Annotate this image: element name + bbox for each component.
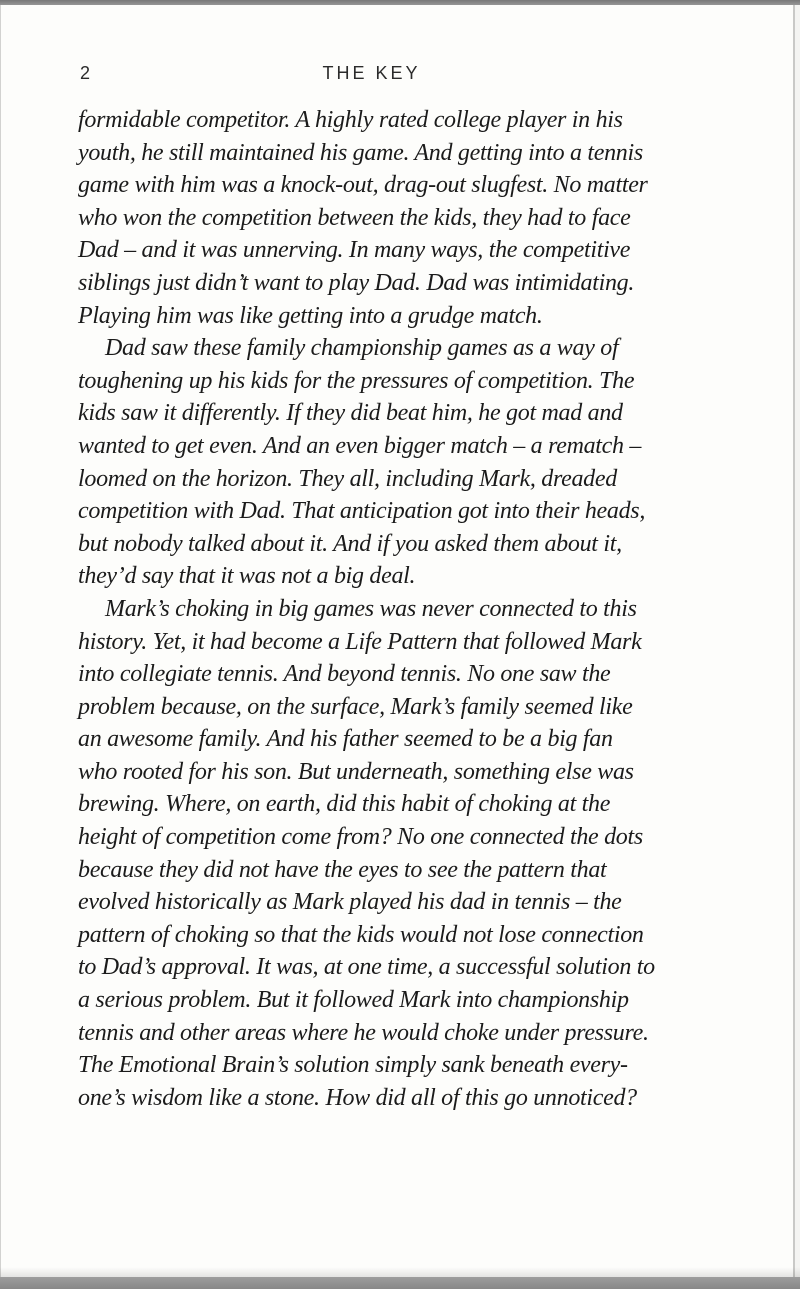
text-line: who won the competition between the kids, they had to face bbox=[78, 204, 631, 231]
text-line: problem because, on the surface, Mark’s family seemed like bbox=[78, 693, 633, 720]
page-right-margin-strip bbox=[795, 5, 800, 1277]
text-line: siblings just didn’t want to play Dad. Dad was intimidating. bbox=[78, 269, 635, 296]
text-line: kids saw it differently. If they did beat him, he got mad and bbox=[78, 400, 623, 427]
text-line: to Dad’s approval. It was, at one time, a successful solution to bbox=[78, 954, 655, 981]
text-line: tennis and other areas where he would choke under pressure. bbox=[78, 1019, 649, 1046]
text-line: who rooted for his son. But underneath, something else was bbox=[78, 758, 634, 785]
text-line: history. Yet, it had become a Life Pattern that followed Mark bbox=[78, 628, 642, 655]
text-line: but nobody talked about it. And if you asked them about it, bbox=[78, 530, 622, 557]
text-column bbox=[78, 0, 662, 1289]
bottom-chrome-bar bbox=[0, 1277, 800, 1289]
page-header bbox=[78, 63, 662, 85]
body-text bbox=[78, 104, 662, 1114]
text-line: competition with Dad. That anticipation got into their heads, bbox=[78, 498, 646, 525]
text-line: evolved historically as Mark played his dad in tennis – the bbox=[78, 889, 622, 916]
text-line: Dad saw these family championship games as a way of bbox=[105, 335, 619, 362]
text-line: wanted to get even. And an even bigger match – a rematch – bbox=[78, 432, 642, 459]
text-line: Mark’s choking in big games was never connected to this bbox=[105, 595, 637, 622]
text-line: game with him was a knock-out, drag-out slugfest. No matter bbox=[78, 172, 648, 199]
text-line: Dad – and it was unnerving. In many ways, the competitive bbox=[78, 237, 631, 264]
running-header: THE KEY bbox=[322, 63, 421, 83]
text-line: into collegiate tennis. And beyond tennis. No one saw the bbox=[78, 661, 611, 688]
text-line: Playing him was like getting into a grudge match. bbox=[78, 302, 543, 329]
text-line: pattern of choking so that the kids would not lose connection bbox=[78, 921, 644, 948]
text-line: The Emotional Brain’s solution simply sank beneath every- bbox=[78, 1052, 628, 1079]
text-line: toughening up his kids for the pressures of competition. The bbox=[78, 367, 635, 394]
text-line: formidable competitor. A highly rated college player in his bbox=[78, 107, 623, 133]
text-line: one’s wisdom like a stone. How did all of this go unnoticed? bbox=[78, 1084, 637, 1111]
text-line: because they did not have the eyes to see the pattern that bbox=[78, 856, 607, 883]
text-line: a serious problem. But it followed Mark into championship bbox=[78, 987, 629, 1014]
text-line: loomed on the horizon. They all, including Mark, dreaded bbox=[78, 465, 617, 492]
text-line: they’d say that it was not a big deal. bbox=[78, 563, 416, 590]
page-left-edge bbox=[0, 5, 1, 1277]
text-line: an awesome family. And his father seemed to be a big fan bbox=[78, 726, 613, 753]
paragraph bbox=[78, 104, 662, 332]
page-number: 2 bbox=[80, 63, 91, 83]
text-line: brewing. Where, on earth, did this habit of choking at the bbox=[78, 791, 611, 818]
text-line: height of competition come from? No one connected the dots bbox=[78, 824, 643, 851]
text-line: youth, he still maintained his game. And getting into a tennis bbox=[78, 139, 643, 166]
paragraph bbox=[78, 332, 662, 593]
paragraph bbox=[78, 593, 662, 1115]
